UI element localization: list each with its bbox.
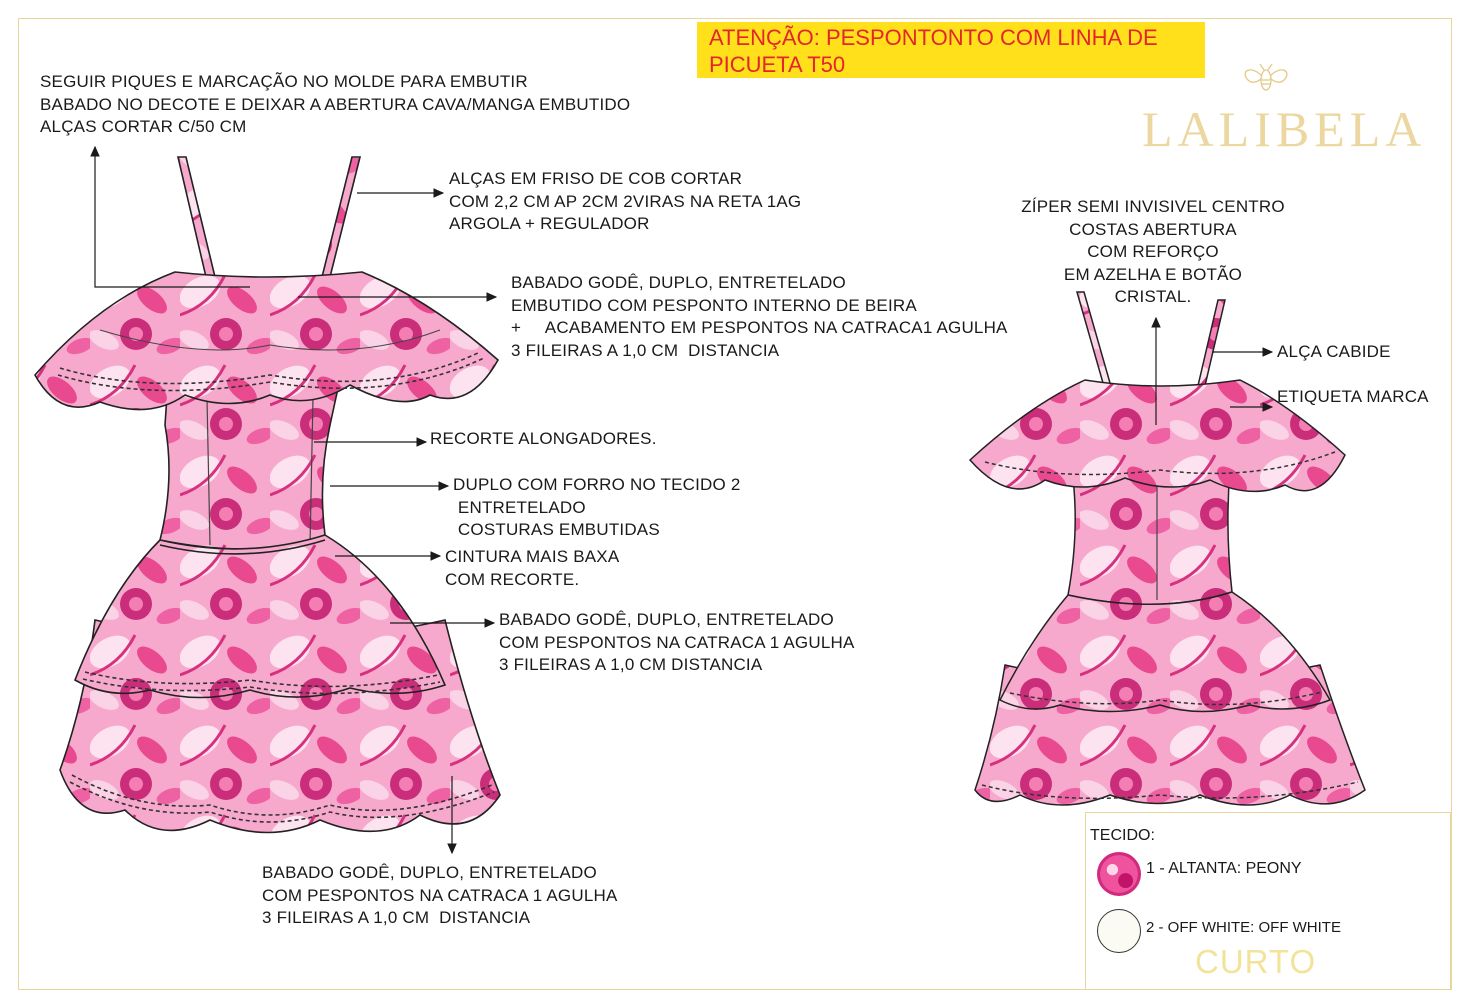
back-dress bbox=[970, 292, 1365, 805]
note-cintura: CINTURA MAIS BAXA COM RECORTE. bbox=[445, 547, 620, 589]
attention-line-2: PICUETA T50 bbox=[709, 51, 846, 77]
fabric-label-1: 1 - ALTANTA: PEONY bbox=[1146, 860, 1302, 877]
attention-line-1: ATENÇÃO: PESPONTONTO COM LINHA DE bbox=[709, 25, 1158, 50]
fabric-swatch-off-white bbox=[1097, 909, 1141, 953]
note-duplo: DUPLO COM FORRO NO TECIDO 2 ENTRETELADO COSTURAS EMBUTIDAS bbox=[453, 475, 741, 539]
fabric-label-2: 2 - OFF WHITE: OFF WHITE bbox=[1146, 919, 1341, 936]
note-recorte: RECORTE ALONGADORES. bbox=[430, 429, 657, 448]
brand-logo: LALIBELA bbox=[1142, 101, 1427, 157]
note-alcas: ALÇAS EM FRISO DE COB CORTAR COM 2,2 CM AP 2CM 2VIRAS NA RETA 1AG ARGOLA + REGULADOR bbox=[449, 169, 802, 233]
note-alca-cabide: ALÇA CABIDE bbox=[1277, 342, 1391, 361]
fabric-swatch-peony bbox=[1097, 852, 1141, 896]
note-ziper: ZÍPER SEMI INVISIVEL CENTRO COSTAS ABERTURA COM REFORÇO EM AZELHA E BOTÃO CRISTAL. bbox=[1021, 197, 1285, 306]
note-babado-saia-1: BABADO GODÊ, DUPLO, ENTRETELADO COM PESPONTOS NA CATRACA 1 AGULHA 3 FILEIRAS A 1,0 CM DISTANCIA bbox=[499, 610, 855, 674]
note-babado-decote: BABADO GODÊ, DUPLO, ENTRETELADO EMBUTIDO COM PESPONTO INTERNO DE BEIRA + ACABAMENTO EM PESPONTOS NA CATRACA1 AGULHA 3 FILEIRAS A 1,0 CM DISTANCIA bbox=[511, 273, 1008, 360]
note-etiqueta: ETIQUETA MARCA bbox=[1277, 387, 1429, 406]
note-piques: SEGUIR PIQUES E MARCAÇÃO NO MOLDE PARA EMBUTIR BABADO NO DECOTE E DEIXAR A ABERTURA CAVA/MANGA EMBUTIDO ALÇAS CORTAR C/50 CM bbox=[40, 72, 631, 136]
front-dress bbox=[35, 157, 500, 833]
note-babado-saia-2: BABADO GODÊ, DUPLO, ENTRETELADO COM PESPONTOS NA CATRACA 1 AGULHA 3 FILEIRAS A 1,0 CM DISTANCIA bbox=[262, 863, 618, 927]
length-label: CURTO bbox=[1195, 943, 1317, 980]
fabric-title: TECIDO: bbox=[1090, 827, 1155, 844]
